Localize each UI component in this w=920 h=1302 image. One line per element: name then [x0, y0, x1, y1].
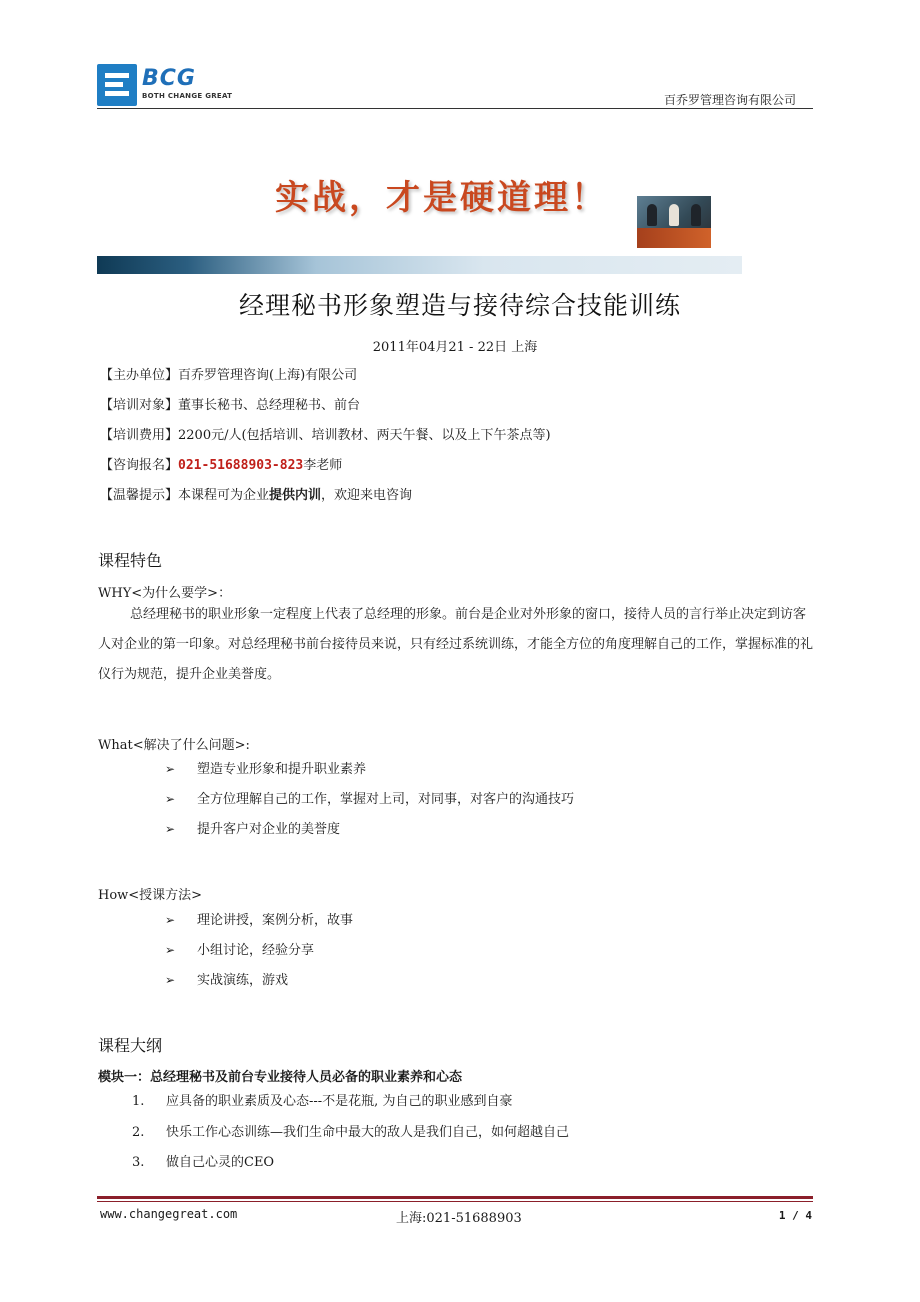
features-heading: 课程特色 — [98, 551, 163, 570]
how-label: How<授课方法> — [98, 888, 203, 903]
what-label: What<解决了什么问题>: — [98, 738, 250, 753]
header-company-name: 百乔罗管理咨询有限公司 — [663, 93, 796, 107]
banner — [97, 162, 742, 274]
info-audience — [100, 394, 360, 413]
page-number: 1 / 4 — [778, 1209, 812, 1222]
outline-item: 1. 应具备的职业素质及心态---不是花瓶, 为自己的职业感到自豪 — [132, 1094, 513, 1109]
module-title: 模块一：总经理秘书及前台专业接待人员必备的职业素养和心态 — [98, 1070, 463, 1085]
why-paragraph: 总经理秘书的职业形象一定程度上代表了总经理的形象。前台是企业对外形象的窗口，接待人员的言行举止决定到访客人对企业的第一印象。对总经理秘书前台接待员来说，只有经过系统训练，才能全方位的角度理解自己的工作，掌握标准的礼仪行为规范，提升企业美誉度。 — [98, 607, 814, 682]
info-label: 【咨询报名】 — [100, 458, 179, 473]
how-item: ➢ 小组讨论，经验分享 — [165, 943, 315, 958]
what-item: ➢ 提升客户对企业的美誉度 — [165, 822, 341, 837]
contact-phone: 021-51688903-823 — [178, 458, 304, 473]
info-tip — [100, 484, 412, 503]
arrow-bullet-icon: ➢ — [165, 943, 176, 957]
outline-item: 3. 做自己心灵的CEO — [132, 1155, 275, 1170]
what-item: ➢ 全方位理解自己的工作，掌握对上司，对同事，对客户的沟通技巧 — [165, 792, 575, 807]
logo-tagline: BOTH CHANGE GREAT — [142, 92, 233, 100]
header-divider — [97, 108, 813, 109]
info-label: 【温馨提示】 — [100, 488, 179, 503]
info-value: 百乔罗管理咨询(上海)有限公司 — [178, 368, 358, 383]
footer-phone: 上海:021-51688903 — [396, 1211, 522, 1226]
tip-text-end: ，欢迎来电咨询 — [321, 488, 413, 503]
arrow-bullet-icon: ➢ — [165, 792, 176, 806]
info-label: 【培训对象】 — [100, 398, 179, 413]
arrow-bullet-icon: ➢ — [165, 973, 176, 987]
info-label: 【主办单位】 — [100, 368, 179, 383]
logo-text: BCG — [142, 66, 196, 91]
info-organizer — [100, 364, 357, 383]
why-label: WHY<为什么要学>： — [98, 586, 232, 601]
footer-divider — [97, 1196, 813, 1199]
arrow-bullet-icon: ➢ — [165, 913, 176, 927]
info-contact — [100, 454, 342, 473]
what-item: ➢ 塑造专业形象和提升职业素养 — [165, 762, 367, 777]
how-item: ➢ 实战演练，游戏 — [165, 973, 289, 988]
info-label: 【培训费用】 — [100, 428, 179, 443]
how-item: ➢ 理论讲授，案例分析，故事 — [165, 913, 354, 928]
footer-website-link[interactable]: www.changegreat.com — [100, 1207, 238, 1221]
document-title: 经理秘书形象塑造与接待综合技能训练 — [238, 291, 681, 320]
info-value: 董事长秘书、总经理秘书、前台 — [178, 398, 361, 413]
arrow-bullet-icon: ➢ — [165, 762, 176, 776]
contact-person: 李老师 — [303, 458, 343, 473]
course-date: 2011年04月21 - 22日 上海 — [372, 340, 538, 355]
banner-slogan: 实战，才是硬道理！ — [275, 178, 608, 218]
outline-heading: 课程大纲 — [98, 1036, 163, 1055]
banner-stripe — [97, 256, 742, 274]
footer-divider-thin — [97, 1201, 813, 1202]
meeting-photo — [637, 196, 711, 248]
tip-text: 本课程可为企业 — [178, 488, 270, 503]
logo-icon — [97, 64, 137, 106]
arrow-bullet-icon: ➢ — [165, 822, 176, 836]
info-value: 2200元/人(包括培训、培训教材、两天午餐、以及上下午茶点等) — [178, 428, 551, 443]
tip-highlight: 提供内训 — [269, 488, 322, 503]
outline-item: 2. 快乐工作心态训练—我们生命中最大的敌人是我们自己，如何超越自己 — [132, 1125, 570, 1140]
info-fee — [100, 424, 551, 443]
